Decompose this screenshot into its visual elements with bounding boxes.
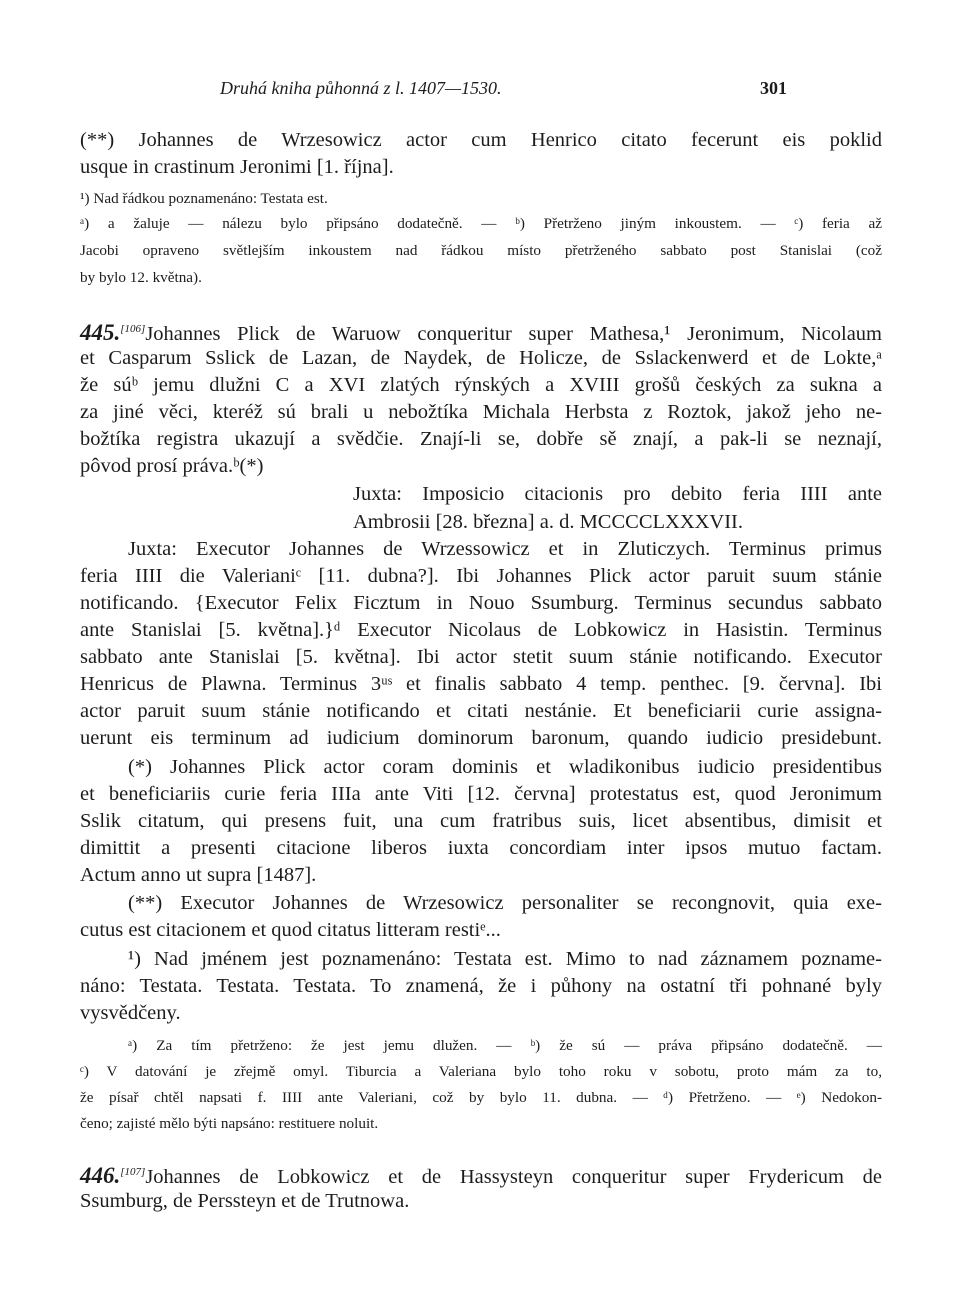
entry-445-line: et Casparum Sslick de Lazan, de Naydek, de Holicze, de Sslackenwerd et de Lokte,ᵃ <box>80 347 882 369</box>
footnote-line: by bylo 12. května). <box>80 269 202 286</box>
paragraph-line: Sslik citatum, qui presens fuit, una cum fratribus suis, licet absentibus, dimisit et <box>80 810 882 832</box>
marginal-ref: [107] <box>120 1166 146 1179</box>
paragraph-line: ante Stanislai [5. května].}ᵈ Executor Nicolaus de Lobkowicz in Hasistin. Terminus <box>80 619 882 641</box>
footnote-line: ᶜ) V datování je zřejmě omyl. Tiburcia a Valeriana bylo toho roku v sobotu, proto mám za to, <box>80 1063 882 1080</box>
marginal-ref: [106] <box>120 323 146 336</box>
entry-number: 446. <box>80 1163 121 1188</box>
footnote-line: ᵃ) Za tím přetrženo: že jest jemu dlužen. — ᵇ) že sú — práva připsáno dodatečně. — <box>128 1037 882 1054</box>
entry-445-line: 445.[106]Johannes Plick de Waruow conqueritur super Mathesa,¹ Jeronimum, Nicolaum <box>80 320 882 345</box>
paragraph-line: sabbato ante Stanislai [5. května]. Ibi actor stetit suum stánie notificando. Executor <box>80 646 882 668</box>
footnote-line: čeno; zajisté mělo býti napsáno: restituere noluit. <box>80 1115 379 1132</box>
paragraph-line: (*) Johannes Plick actor coram dominis et wladikonibus iudicio presidentibus <box>128 756 882 778</box>
paragraph-line: dimittit a presenti citacione liberos iuxta concordiam inter ipsos mutuo factam. <box>80 837 882 859</box>
running-title: Druhá kniha půhonná z l. 1407—1530. <box>220 78 502 98</box>
paragraph-line: et beneficiariis curie feria IIIa ante Viti [12. června] protestatus est, quod Jeronimum <box>80 783 882 805</box>
page-number: 301 <box>760 78 787 98</box>
footnote-line: Jacobi opraveno světlejším inkoustem nad řádkou místo přetrženého sabbato post Stanislai (což <box>80 242 882 259</box>
continuation-note-line: (**) Johannes de Wrzesowicz actor cum Henrico citato fecerunt eis poklid <box>80 129 882 151</box>
footnote-line: že písař chtěl napsati f. IIII ante Valeriani, což by bylo 11. dubna. — ᵈ) Přetrženo. — ᵉ) Nedokon- <box>80 1089 882 1106</box>
footnote-line: náno: Testata. Testata. Testata. To znamená, že i půhony na ostatní tři pohnané byly <box>80 975 882 997</box>
paragraph-line: uerunt eis terminum ad iudicium dominorum baronum, quando iudicio presidebunt. <box>80 727 882 749</box>
entry-445-line: za jiné věci, kteréž sú brali u nebožtíka Michala Herbsta z Roztok, jakož jeho ne- <box>80 401 882 423</box>
paragraph-line: Actum anno ut supra [1487]. <box>80 864 317 886</box>
paragraph-line: Juxta: Executor Johannes de Wrzessowicz et in Zluticzych. Terminus primus <box>128 538 882 560</box>
footnote-line: ᵃ) a žaluje — nálezu bylo připsáno dodatečně. — ᵇ) Přetrženo jiným inkoustem. — ᶜ) feria až <box>80 215 882 232</box>
juxta-note-line: Ambrosii [28. března] a. d. MCCCCLXXXVII. <box>353 511 744 533</box>
entry-445-line: božtíka registra ukazují a svědčie. Znají-li se, dobře sě znají, a pak-li se neznají, <box>80 428 882 450</box>
entry-number: 445. <box>80 320 121 345</box>
paragraph-line: feria IIII die Valerianiᶜ [11. dubna?]. Ibi Johannes Plick actor paruit suum stánie <box>80 565 882 587</box>
entry-445-line: pôvod prosí práva.ᵇ(*) <box>80 455 264 477</box>
entry-446-line: 446.[107]Johannes de Lobkowicz et de Hassysteyn conqueritur super Frydericum de <box>80 1163 882 1188</box>
paragraph-line: (**) Executor Johannes de Wrzesowicz personaliter se recongnovit, quia exe- <box>128 892 882 914</box>
paragraph-line: notificando. {Executor Felix Ficztum in Nouo Ssumburg. Terminus secundus sabbato <box>80 592 882 614</box>
entry-446-line: Ssumburg, de Perssteyn et de Trutnowa. <box>80 1190 410 1212</box>
footnote-line: ¹) Nad řádkou poznamenáno: Testata est. <box>80 190 328 207</box>
paragraph-line: Henricus de Plawna. Terminus 3ᵘˢ et finalis sabbato 4 temp. penthec. [9. června]. Ibi <box>80 673 882 695</box>
continuation-note-line: usque in crastinum Jeronimi [1. října]. <box>80 156 394 178</box>
footnote-line: ¹) Nad jménem jest poznamenáno: Testata est. Mimo to nad záznamem pozname- <box>128 948 882 970</box>
paragraph-line: cutus est citacionem et quod citatus litteram restiᵉ... <box>80 919 501 941</box>
footnote-line: vysvědčeny. <box>80 1002 181 1024</box>
entry-445-line: že súᵇ jemu dlužni C a XVI zlatých rýnských a XVIII grošů českých za sukna a <box>80 374 882 396</box>
juxta-note-line: Juxta: Imposicio citacionis pro debito feria IIII ante <box>353 483 882 505</box>
paragraph-line: actor paruit suum stánie notificando et citati nestánie. Et beneficiarii curie assigna- <box>80 700 882 722</box>
